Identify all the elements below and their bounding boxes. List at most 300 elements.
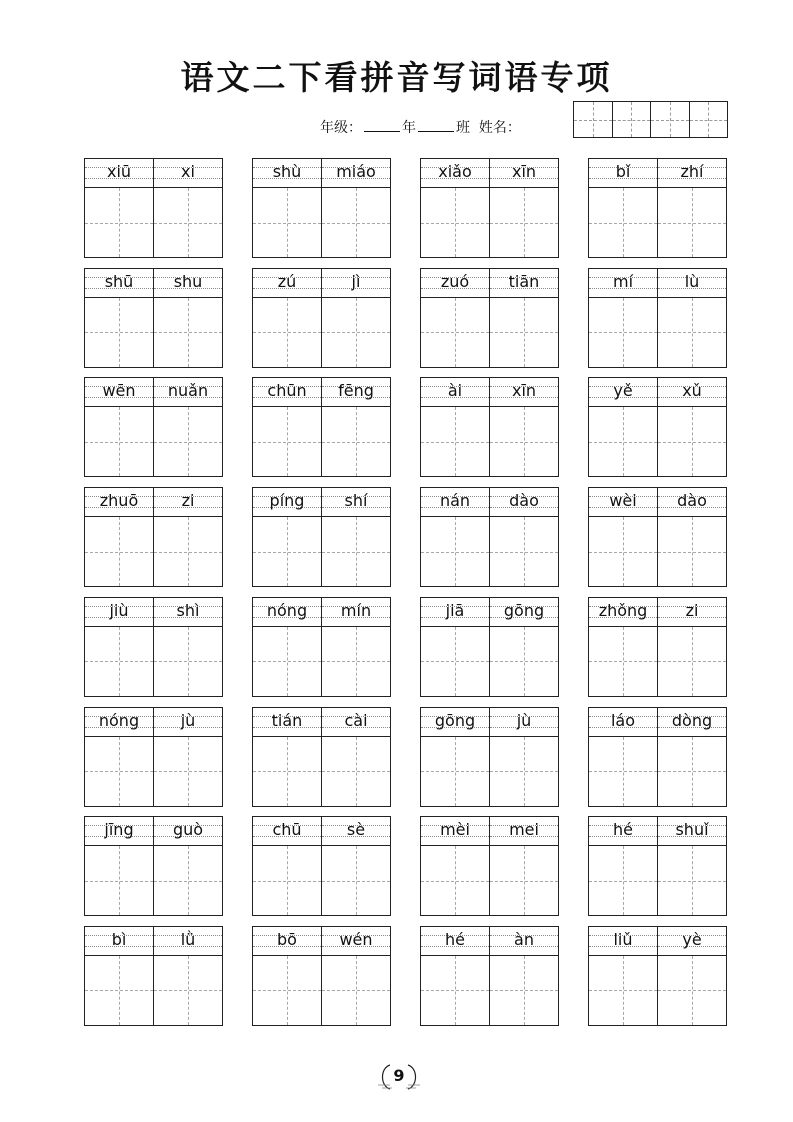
hanzi-writing-cell[interactable] (85, 737, 153, 806)
pinyin-cell (421, 269, 489, 298)
hanzi-writing-cell[interactable] (154, 407, 222, 476)
pinyin-text: mín (340, 600, 372, 620)
pinyin-text: guò (172, 820, 204, 840)
pinyin-text: sè (346, 820, 366, 840)
word-box (420, 158, 559, 258)
pinyin-text: shu (173, 271, 203, 291)
character-column (321, 598, 390, 696)
pinyin-cell (589, 378, 657, 407)
pinyin-text: wén (339, 929, 373, 949)
word-box (420, 487, 559, 587)
pinyin-cell (490, 598, 558, 627)
character-column (85, 159, 153, 257)
name-cell[interactable] (690, 102, 728, 137)
character-column (85, 269, 153, 367)
pinyin-cell (253, 269, 321, 298)
pinyin-cell (589, 708, 657, 737)
pinyin-text: zhí (680, 162, 704, 181)
word-box (588, 487, 727, 587)
hanzi-writing-cell[interactable] (658, 188, 726, 257)
hanzi-writing-cell[interactable] (421, 188, 489, 257)
character-column (253, 159, 321, 257)
word-box (84, 268, 223, 368)
pinyin-cell (421, 378, 489, 407)
hanzi-writing-cell[interactable] (421, 407, 489, 476)
pinyin-text: zi (685, 600, 699, 620)
hanzi-writing-cell[interactable] (322, 188, 390, 257)
character-column (589, 817, 657, 915)
hanzi-writing-cell[interactable] (253, 188, 321, 257)
name-cell[interactable] (574, 102, 613, 137)
hanzi-writing-cell[interactable] (658, 517, 726, 586)
pinyin-text: cài (344, 710, 368, 730)
pinyin-cell (85, 378, 153, 407)
hanzi-writing-cell[interactable] (253, 956, 321, 1025)
pinyin-cell (589, 598, 657, 627)
pinyin-cell (658, 269, 726, 298)
class-blank[interactable] (418, 117, 454, 132)
character-column (253, 817, 321, 915)
pinyin-text: lǜ (180, 929, 196, 949)
character-column (153, 159, 222, 257)
pinyin-text: zú (277, 271, 297, 291)
pinyin-cell (322, 708, 390, 737)
pinyin-cell (490, 378, 558, 407)
pinyin-cell (421, 708, 489, 737)
character-column (253, 708, 321, 806)
pinyin-cell (85, 488, 153, 517)
hanzi-writing-cell[interactable] (658, 956, 726, 1025)
hanzi-writing-cell[interactable] (421, 627, 489, 696)
character-column (153, 708, 222, 806)
hanzi-writing-cell[interactable] (421, 298, 489, 367)
hanzi-writing-cell[interactable] (253, 737, 321, 806)
pinyin-cell (154, 159, 222, 188)
pinyin-text: shí (344, 491, 368, 511)
character-column (253, 488, 321, 586)
pinyin-text: hé (445, 929, 465, 949)
word-box (420, 597, 559, 697)
word-box (588, 816, 727, 916)
character-column (657, 817, 726, 915)
pinyin-cell (658, 708, 726, 737)
word-box (588, 158, 727, 258)
hanzi-writing-cell[interactable] (154, 846, 222, 915)
character-column (489, 269, 558, 367)
pinyin-text: chūn (267, 381, 307, 401)
pinyin-cell (490, 817, 558, 846)
hanzi-writing-cell[interactable] (589, 517, 657, 586)
character-column (321, 817, 390, 915)
pinyin-cell (421, 488, 489, 517)
character-column (589, 598, 657, 696)
word-box (252, 926, 391, 1026)
character-column (85, 488, 153, 586)
hanzi-writing-cell[interactable] (85, 298, 153, 367)
character-column (589, 159, 657, 257)
word-box (420, 926, 559, 1026)
hanzi-writing-cell[interactable] (589, 188, 657, 257)
character-column (589, 708, 657, 806)
hanzi-writing-cell[interactable] (85, 846, 153, 915)
hanzi-writing-cell[interactable] (154, 956, 222, 1025)
grade-blank[interactable] (364, 117, 400, 132)
pinyin-text: gōng (503, 600, 545, 620)
hanzi-writing-cell[interactable] (85, 956, 153, 1025)
character-column (657, 378, 726, 476)
pinyin-text: bō (277, 929, 297, 949)
hanzi-writing-cell[interactable] (421, 956, 489, 1025)
pinyin-cell (658, 378, 726, 407)
character-column (85, 378, 153, 476)
pinyin-cell (154, 598, 222, 627)
hanzi-writing-cell[interactable] (154, 188, 222, 257)
word-box (252, 377, 391, 477)
character-column (153, 488, 222, 586)
hanzi-writing-cell[interactable] (421, 517, 489, 586)
hanzi-writing-cell[interactable] (658, 627, 726, 696)
pinyin-cell (490, 159, 558, 188)
hanzi-writing-cell[interactable] (421, 737, 489, 806)
character-column (153, 927, 222, 1025)
pinyin-cell (154, 378, 222, 407)
pinyin-cell (322, 817, 390, 846)
word-box (84, 707, 223, 807)
name-writing-grid[interactable] (573, 101, 728, 138)
character-column (589, 927, 657, 1025)
pinyin-text: gōng (434, 710, 476, 730)
character-column (321, 378, 390, 476)
word-box (84, 487, 223, 587)
pinyin-text: xīn (511, 162, 537, 181)
pinyin-text: nán (439, 491, 471, 511)
name-label: 姓名： (478, 120, 521, 136)
pinyin-text: shì (176, 600, 200, 620)
word-box (588, 377, 727, 477)
hanzi-writing-cell[interactable] (154, 627, 222, 696)
character-column (153, 378, 222, 476)
pinyin-text: wèi (609, 491, 637, 511)
character-column (85, 927, 153, 1025)
pinyin-cell (421, 598, 489, 627)
pinyin-text: yě (613, 381, 633, 401)
character-column (421, 817, 489, 915)
pinyin-cell (490, 269, 558, 298)
word-box (84, 926, 223, 1026)
character-column (321, 708, 390, 806)
hanzi-writing-cell[interactable] (658, 846, 726, 915)
pinyin-cell (85, 817, 153, 846)
pinyin-cell (85, 598, 153, 627)
character-column (321, 927, 390, 1025)
pinyin-text: hé (613, 820, 633, 840)
hanzi-writing-cell[interactable] (589, 298, 657, 367)
pinyin-cell (253, 708, 321, 737)
word-box (588, 268, 727, 368)
pinyin-cell (253, 378, 321, 407)
pinyin-cell (421, 159, 489, 188)
page-number-badge (376, 1060, 422, 1094)
word-box (252, 707, 391, 807)
hanzi-writing-cell[interactable] (490, 737, 558, 806)
hanzi-writing-cell[interactable] (85, 188, 153, 257)
character-column (489, 378, 558, 476)
pinyin-cell (85, 269, 153, 298)
hanzi-writing-cell[interactable] (490, 846, 558, 915)
pinyin-text: zhǒng (598, 600, 648, 620)
pinyin-text: ài (447, 381, 463, 401)
character-column (489, 488, 558, 586)
hanzi-writing-cell[interactable] (253, 298, 321, 367)
pinyin-cell (658, 488, 726, 517)
character-column (421, 598, 489, 696)
pinyin-text: shuǐ (675, 820, 709, 840)
pinyin-text: jiā (445, 600, 465, 620)
character-column (657, 269, 726, 367)
pinyin-text: dòng (671, 710, 713, 730)
pinyin-text: yè (682, 929, 702, 949)
hanzi-writing-cell[interactable] (85, 627, 153, 696)
pinyin-text: jì (351, 271, 361, 291)
pinyin-cell (490, 488, 558, 517)
pinyin-cell (322, 598, 390, 627)
word-box (420, 816, 559, 916)
hanzi-writing-cell[interactable] (85, 407, 153, 476)
word-box (420, 268, 559, 368)
name-cell[interactable] (651, 102, 690, 137)
hanzi-writing-cell[interactable] (658, 737, 726, 806)
pinyin-cell (253, 159, 321, 188)
pinyin-cell (154, 488, 222, 517)
pinyin-cell (658, 927, 726, 956)
word-box (84, 158, 223, 258)
character-column (489, 159, 558, 257)
pinyin-text: nuǎn (167, 381, 209, 401)
character-column (153, 817, 222, 915)
pinyin-text: tián (271, 710, 303, 730)
character-column (421, 488, 489, 586)
hanzi-writing-cell[interactable] (421, 846, 489, 915)
character-column (421, 708, 489, 806)
character-column (657, 708, 726, 806)
hanzi-writing-cell[interactable] (490, 956, 558, 1025)
pinyin-text: liǔ (613, 929, 633, 949)
character-column (153, 598, 222, 696)
pinyin-cell (253, 598, 321, 627)
character-column (489, 598, 558, 696)
character-column (85, 708, 153, 806)
hanzi-writing-cell[interactable] (253, 846, 321, 915)
pinyin-text: àn (514, 929, 534, 949)
character-column (421, 269, 489, 367)
word-box (420, 707, 559, 807)
hanzi-writing-cell[interactable] (589, 846, 657, 915)
student-info (320, 117, 521, 139)
hanzi-writing-cell[interactable] (658, 298, 726, 367)
pinyin-text: píng (269, 491, 305, 511)
hanzi-writing-cell[interactable] (253, 517, 321, 586)
pinyin-text: chū (272, 820, 302, 840)
character-column (253, 378, 321, 476)
pinyin-cell (589, 159, 657, 188)
pinyin-cell (154, 708, 222, 737)
pinyin-cell (253, 817, 321, 846)
pinyin-text: jù (516, 710, 532, 730)
pinyin-text: mei (509, 820, 539, 840)
character-column (253, 927, 321, 1025)
class-label: 班 (456, 120, 470, 136)
pinyin-cell (322, 378, 390, 407)
character-column (421, 378, 489, 476)
pinyin-text: zuó (440, 271, 470, 291)
hanzi-writing-cell[interactable] (490, 407, 558, 476)
hanzi-writing-cell[interactable] (85, 517, 153, 586)
character-column (589, 378, 657, 476)
hanzi-writing-cell[interactable] (490, 188, 558, 257)
pinyin-text: tiān (508, 271, 540, 291)
pinyin-cell (253, 927, 321, 956)
character-column (321, 159, 390, 257)
pinyin-cell (589, 269, 657, 298)
pinyin-text: bǐ (615, 162, 631, 181)
hanzi-writing-cell[interactable] (589, 956, 657, 1025)
character-column (657, 159, 726, 257)
character-column (657, 598, 726, 696)
pinyin-text: mèi (440, 820, 470, 840)
page-number: 9 (393, 1066, 405, 1085)
hanzi-writing-cell[interactable] (253, 627, 321, 696)
pinyin-text: jīng (104, 820, 134, 840)
hanzi-writing-cell[interactable] (658, 407, 726, 476)
pinyin-cell (322, 159, 390, 188)
character-column (253, 598, 321, 696)
hanzi-writing-cell[interactable] (154, 517, 222, 586)
character-column (489, 708, 558, 806)
pinyin-text: zi (181, 491, 195, 511)
pinyin-cell (490, 708, 558, 737)
hanzi-writing-cell[interactable] (154, 737, 222, 806)
pinyin-cell (253, 488, 321, 517)
word-box (84, 377, 223, 477)
pinyin-cell (154, 927, 222, 956)
hanzi-writing-cell[interactable] (589, 737, 657, 806)
character-column (85, 817, 153, 915)
word-box (252, 158, 391, 258)
pinyin-cell (589, 488, 657, 517)
character-column (321, 488, 390, 586)
hanzi-writing-cell[interactable] (322, 737, 390, 806)
character-column (253, 269, 321, 367)
character-column (589, 488, 657, 586)
hanzi-writing-cell[interactable] (490, 627, 558, 696)
year-label: 年 (402, 120, 416, 136)
pinyin-cell (85, 927, 153, 956)
pinyin-text: xiǎo (438, 162, 472, 181)
hanzi-writing-cell[interactable] (154, 298, 222, 367)
page-title: 语文二下看拼音写词语专项 (180, 58, 613, 97)
pinyin-text: dào (509, 491, 539, 511)
hanzi-writing-cell[interactable] (322, 517, 390, 586)
word-box (252, 597, 391, 697)
character-column (489, 817, 558, 915)
pinyin-text: zhuō (99, 491, 139, 511)
pinyin-cell (85, 159, 153, 188)
pinyin-cell (490, 927, 558, 956)
hanzi-writing-cell[interactable] (589, 407, 657, 476)
character-column (421, 927, 489, 1025)
pinyin-cell (322, 927, 390, 956)
pinyin-text: xǔ (682, 381, 702, 401)
hanzi-writing-cell[interactable] (490, 517, 558, 586)
pinyin-cell (154, 269, 222, 298)
hanzi-writing-cell[interactable] (322, 627, 390, 696)
word-box (588, 707, 727, 807)
pinyin-cell (421, 927, 489, 956)
pinyin-cell (589, 927, 657, 956)
pinyin-cell (658, 598, 726, 627)
pinyin-text: jù (180, 710, 196, 730)
pinyin-cell (322, 269, 390, 298)
pinyin-cell (85, 708, 153, 737)
pinyin-text: jiù (109, 600, 129, 620)
word-box (84, 597, 223, 697)
hanzi-writing-cell[interactable] (253, 407, 321, 476)
character-column (489, 927, 558, 1025)
character-column (321, 269, 390, 367)
hanzi-writing-cell[interactable] (322, 846, 390, 915)
grade-label: 年级： (320, 120, 362, 136)
word-box (420, 377, 559, 477)
word-box (252, 268, 391, 368)
word-box (252, 487, 391, 587)
pinyin-text: nóng (266, 600, 308, 620)
pinyin-text: shū (104, 271, 134, 291)
pinyin-cell (658, 817, 726, 846)
pinyin-text: mí (612, 271, 634, 291)
word-box (588, 597, 727, 697)
pinyin-text: dào (677, 491, 707, 511)
pinyin-cell (322, 488, 390, 517)
word-box (252, 816, 391, 916)
pinyin-text: láo (610, 710, 636, 730)
pinyin-text: fēng (338, 381, 374, 401)
pinyin-text: wēn (102, 381, 136, 401)
pinyin-text: xi (181, 162, 195, 181)
character-column (421, 159, 489, 257)
exercise-grid (84, 158, 727, 1026)
pinyin-text: nóng (98, 710, 140, 730)
pinyin-cell (589, 817, 657, 846)
word-box (84, 816, 223, 916)
name-cell[interactable] (613, 102, 652, 137)
hanzi-writing-cell[interactable] (490, 298, 558, 367)
character-column (589, 269, 657, 367)
pinyin-text: lù (684, 271, 700, 291)
hanzi-writing-cell[interactable] (322, 298, 390, 367)
hanzi-writing-cell[interactable] (589, 627, 657, 696)
pinyin-text: bì (111, 929, 127, 949)
hanzi-writing-cell[interactable] (322, 956, 390, 1025)
pinyin-text: xīn (511, 381, 537, 401)
pinyin-cell (658, 159, 726, 188)
pinyin-text: xiū (106, 162, 132, 181)
hanzi-writing-cell[interactable] (322, 407, 390, 476)
character-column (85, 598, 153, 696)
pinyin-text: shù (272, 162, 302, 181)
pinyin-cell (421, 817, 489, 846)
pinyin-text: miáo (336, 162, 376, 181)
character-column (657, 927, 726, 1025)
